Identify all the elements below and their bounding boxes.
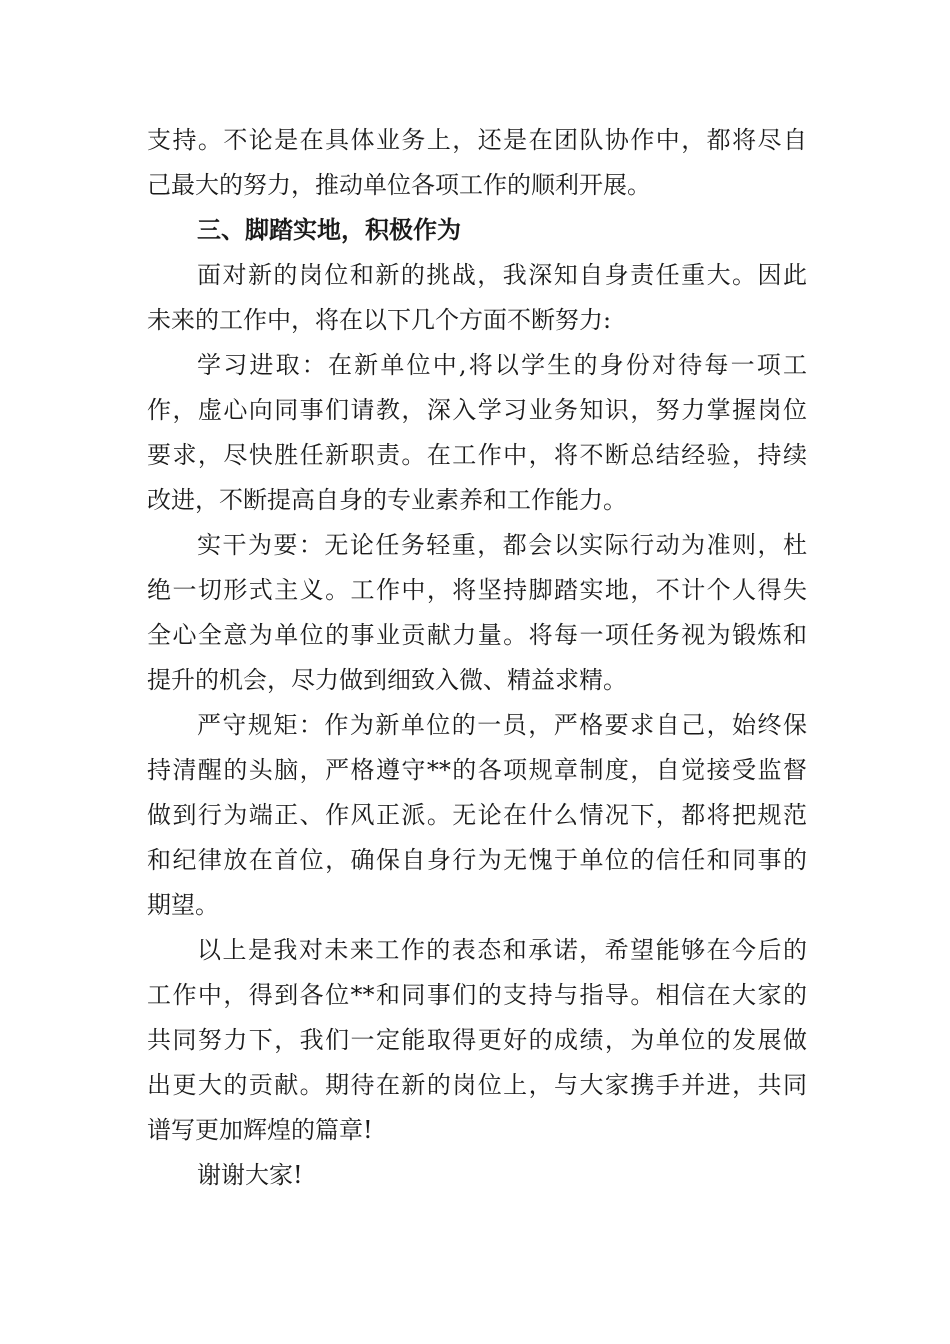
text-line: 严守规矩：作为新单位的一员，严格要求自己，始终保 xyxy=(197,711,807,739)
text-line: 改进，不断提高自身的专业素养和工作能力。 xyxy=(147,486,627,514)
text-line: 学习进取：在新单位中,将以学生的身份对待每一项工 xyxy=(197,351,807,379)
text-line: 谱写更加辉煌的篇章! xyxy=(147,1116,373,1144)
text-line: 未来的工作中，将在以下几个方面不断努力: xyxy=(147,306,612,334)
text-line: 出更大的贡献。期待在新的岗位上，与大家携手并进，共同 xyxy=(147,1071,807,1099)
paragraph-continued xyxy=(147,118,807,208)
text-line: 持清醒的头脑，严格遵守**的各项规章制度，自觉接受监督 xyxy=(147,756,807,784)
document-body xyxy=(147,118,807,1198)
text-line: 做到行为端正、作风正派。无论在什么情况下，都将把规范 xyxy=(147,801,807,829)
section-heading: 三、脚踏实地，积极作为 xyxy=(197,216,461,244)
text-line: 作，虚心向同事们请教，深入学习业务知识，努力掌握岗位 xyxy=(147,396,807,424)
text-line: 实干为要：无论任务轻重，都会以实际行动为准则，杜 xyxy=(197,531,807,559)
text-line: 工作中，得到各位**和同事们的支持与指导。相信在大家的 xyxy=(147,981,807,1009)
text-line: 全心全意为单位的事业贡献力量。将每一项任务视为锻炼和 xyxy=(147,621,807,649)
text-line: 提升的机会，尽力做到细致入微、精益求精。 xyxy=(147,666,627,694)
text-line: 期望。 xyxy=(147,891,219,919)
text-line: 和纪律放在首位，确保自身行为无愧于单位的信任和同事的 xyxy=(147,846,807,874)
text-line: 绝一切形式主义。工作中，将坚持脚踏实地，不计个人得失 xyxy=(147,576,807,604)
paragraph-thanks xyxy=(147,1153,807,1198)
paragraph-intro xyxy=(147,253,807,343)
thanks-line: 谢谢大家! xyxy=(197,1161,303,1189)
paragraph-learning xyxy=(147,343,807,523)
text-line: 面对新的岗位和新的挑战，我深知自身责任重大。因此 xyxy=(197,261,807,289)
paragraph-closing xyxy=(147,928,807,1153)
text-line: 支持。不论是在具体业务上，还是在团队协作中，都将尽自 xyxy=(147,126,807,154)
text-line: 共同努力下，我们一定能取得更好的成绩，为单位的发展做 xyxy=(147,1026,807,1054)
paragraph-practical xyxy=(147,523,807,703)
text-line: 己最大的努力，推动单位各项工作的顺利开展。 xyxy=(147,171,651,199)
text-line: 以上是我对未来工作的表态和承诺，希望能够在今后的 xyxy=(197,936,807,964)
text-line: 要求，尽快胜任新职责。在工作中，将不断总结经验，持续 xyxy=(147,441,807,469)
paragraph-discipline xyxy=(147,703,807,928)
